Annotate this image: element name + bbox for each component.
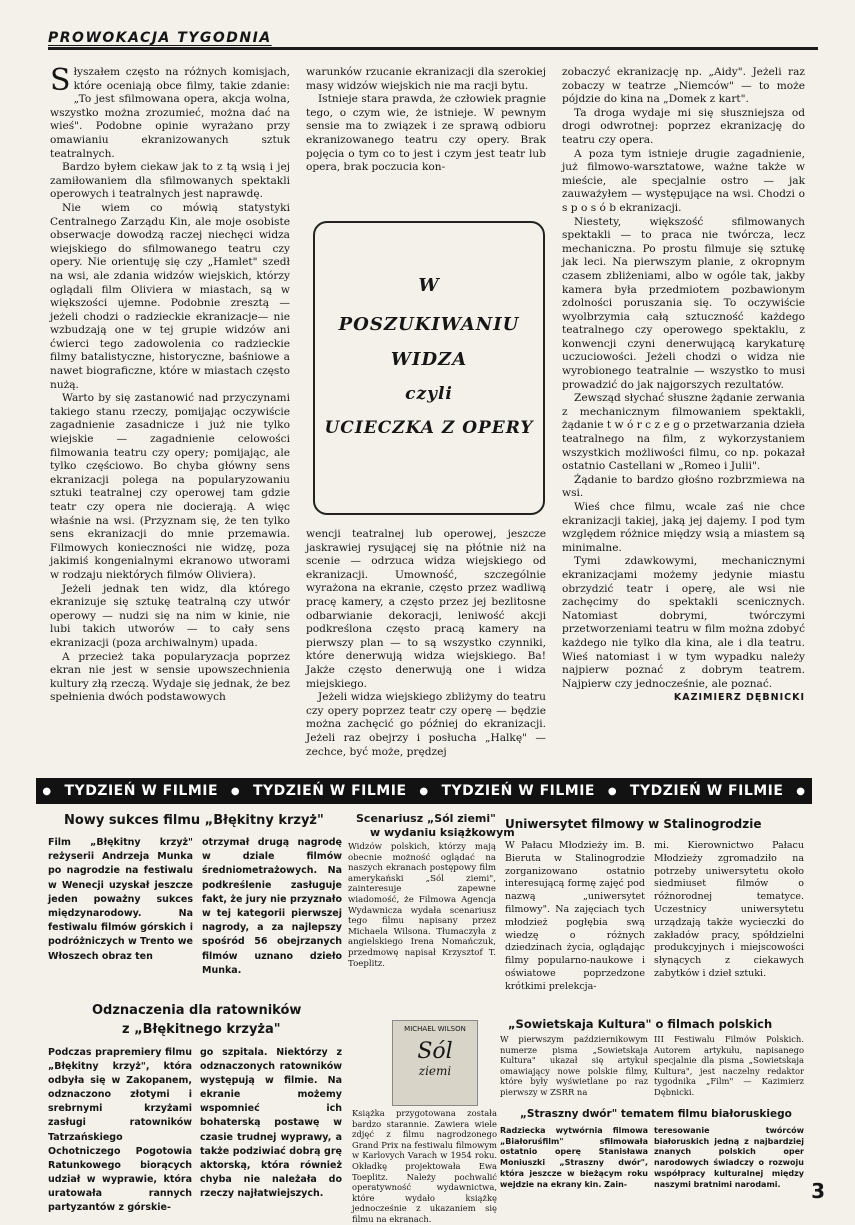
article-paragraph: Nie wiem co mówią statystyki Centralnego Zarządu Kin, ale moje osobiste obserwacje dowodzą raczej niechęci widza wiejskiego do sfilmowanego teatru czy opery. Nie orientuję się czy „Hamlet" szedł na wsi, ale zdania widzów wiejskich, którzy oglądali film Oliviera w miastach, są w większości ujemne. Podobnie zresztą — jeżeli chodzi o radzieckie ekranizacje— nie wzbudzają one w tej grupie widzów ani ćwierci tego zadowolenia co radzieckie filmy batalistyczne, historyczne, baśniowe a nawet biograficzne, które w miastach często nużą. bbox=[50, 201, 290, 391]
news-headline: Uniwersytet filmowy w Stalinogrodzie bbox=[505, 817, 762, 831]
news-text: teresowanie twórców białoruskich jedną z najbardziej znanych polskich oper narodowych świadczy o rozwoju współpracy kulturalnej między naszymi bratnimi narodami. bbox=[654, 1126, 804, 1189]
news-text: Radziecka wytwórnia filmowa „Białoruśfilm" sfilmowała ostatnio operę Stanisława Moniuszki „Straszny dwór", która jeszcze w bieżącym roku wejdzie na ekrany kin. Zain- bbox=[500, 1126, 648, 1189]
book-title: Sól bbox=[417, 1039, 453, 1064]
author-signature: KAZIMIERZ DĘBNICKI bbox=[673, 692, 805, 704]
news-headline: z „Błękitnego krzyża" bbox=[122, 1022, 281, 1037]
banner-label: TYDZIEŃ W FILMIE bbox=[252, 783, 407, 799]
article-paragraph: Niestety, większość sfilmowanych spektakli — to praca nie twórcza, lecz mechaniczna. Po prostu filmuje się sztukę jak leci. Na pierwszym planie, z okropnym czasem zbliżeniami, albo w ogóle tak, jakby kamera była przedmiotem pozbawionym zdolności poruszania się. To oczywiście wyolbrzymia całą sztuczność każdego teatralnego czy operowego spektaklu, z konwencji czyni denerwującą karykaturę uczuciowości. Jeżeli chodzi o widza nie wyrobionego teatralnie — wszystko to musi prowadzić do jak najgorszych rezultatów. bbox=[562, 215, 805, 391]
article-paragraph: A poza tym istnieje drugie zagadnienie, już filmowo-warsztatowe, ważne także w mieście, ale specjalnie ostro — jak zauważyłem — występujące na wsi. Chodzi o s p o s ó b ekranizacji. bbox=[562, 147, 805, 214]
feature-title-box bbox=[313, 221, 545, 515]
article-column-3 bbox=[562, 66, 805, 705]
article-paragraph: Słyszałem często na różnych komisjach, które oceniają obce filmy, takie zdanie: „To jest sfilmowana opera, akcja wolna, wszystko można zrozumieć, można dać na wieś". Podobne opinie wyrażano przy omawianiu ekranizowanych sztuk teatralnych. bbox=[50, 63, 290, 160]
banner-label: TYDZIEŃ W FILMIE bbox=[441, 783, 595, 799]
article-column-2-top bbox=[306, 66, 546, 175]
section-banner bbox=[36, 778, 812, 804]
news-headline: Odznaczenia dla ratowników bbox=[92, 1003, 302, 1018]
article-column-1 bbox=[50, 63, 290, 705]
banner-label: TYDZIEŃ W FILMIE bbox=[629, 783, 784, 799]
news-headline: Scenariusz „Sól ziemi" bbox=[356, 812, 496, 825]
article-paragraph: warunków rzucanie ekranizacji dla szerokiej masy widzów wiejskich nie ma racji bytu. bbox=[306, 66, 546, 92]
news-headline: „Straszny dwór" tematem filmu białoruskiego bbox=[520, 1108, 792, 1120]
news-text: W pierwszym październikowym numerze pisma „Sowietskaja Kultura" ukazał się artykuł omawiający nowe polskie filmy, które były wyświetlane po raz pierwszy w ZSRR na bbox=[500, 1034, 648, 1097]
book-author: MICHAEL WILSON bbox=[404, 1025, 466, 1033]
bullet-icon: ● bbox=[419, 785, 429, 797]
news-text: mi. Kierownictwo Pałacu Młodzieży zgromadziło na potrzeby uniwersytetu około siedmiuset filmów o różnorodnej tematyce. Uczestnicy uniwersytetu urządzają także wycieczki do zakładów pracy, spółdzielni produkcyjnych i miejscowości słynących z ciekawych zabytków i dzieł sztuki. bbox=[654, 840, 804, 979]
page-number: 3 bbox=[811, 1179, 825, 1203]
article-paragraph: Żądanie to bardzo głośno rozbrzmiewa na wsi. bbox=[562, 473, 805, 500]
section-header: PROWOKACJA TYGODNIA bbox=[48, 30, 272, 46]
book-caption: Książka przygotowana została bardzo starannie. Zawiera wiele zdjęć z filmu nagrodzonego Grand Prix na festiwalu filmowym w Karlovych Varach w 1954 roku. Okładkę projektowała Ewa Toeplitz. Należy pochwalić operatywność wydawnictwa, które wydało książkę jednocześnie z ukazaniem się filmu na ekranach. bbox=[352, 1108, 497, 1224]
book-title: ziemi bbox=[418, 1064, 452, 1078]
article-paragraph: wencji teatralnej lub operowej, jeszcze jaskrawiej rysującej się na płótnie niż na scenie — odrzuca widza wiejskiego od ekranizacji. Umowność, szczególnie wyrażona na ekranie, często przez wadliwą pracę kamery, a często przez jej bezlitosne odbarwianie dekoracji, leniwość akcji podkreślona często pracą kamery na pierwszy plan — to są wszystko czynniki, które denerwują widza wiejskiego. Ba! Jakże często denerwują one i widza miejskiego. bbox=[306, 528, 546, 690]
bullet-icon: ● bbox=[230, 785, 241, 797]
bullet-icon: ● bbox=[42, 785, 52, 797]
feature-line: WIDZA bbox=[390, 349, 468, 370]
news-headline: Nowy sukces filmu „Błękitny krzyż" bbox=[64, 813, 324, 828]
feature-line: UCIECZKA Z OPERY bbox=[324, 418, 534, 438]
feature-line: POSZUKIWANIU bbox=[338, 314, 520, 335]
article-column-2-bottom bbox=[306, 528, 546, 759]
bullet-icon: ● bbox=[607, 785, 618, 797]
bullet-icon: ● bbox=[796, 785, 806, 797]
news-text: Podczas prapremiery filmu „Błękitny krzyż", którа odbyła się w Zakopanem, odznaczono złotymi i srebrnymi krzyżami zasługi ratowników Tatrzańskiego Ochotniczego Pogotowia Ratunkowego biorących udział w wyprawie, która uratowała rannych partyzantów z górskie- bbox=[48, 1047, 192, 1214]
news-text: W Pałacu Młodzieży im. B. Bieruta w Stalinogrodzie zorganizowano ostatnio interesującą formę zajęć pod nazwą „uniwersytet filmowy". Na zajęciach tych młodzież pogłębia swą wiedzę o różnych dziedzinach życia, oglądając filmy popularno-naukowe i oświatowe poprzedzone krótkimi prelekcja- bbox=[505, 840, 645, 992]
article-paragraph: Zewsząd słychać słuszne żądanie zerwania z mechanicznym filmowaniem spektakli, żądanie t w ó r c z e g o przetwarzania dzieła teatralnego na film, z wykorzystaniem wszystkich możliwości filmu, co np. pokazał ostatnio Castellani w „Romeo i Julii". bbox=[562, 392, 805, 473]
feature-line: czyli bbox=[405, 384, 453, 404]
feature-line: W bbox=[418, 275, 440, 296]
article-paragraph: Warto by się zastanowić nad przyczynami takiego stanu rzeczy, pomijając oczywiście zagadnienie zasadnicze i już nie tylko wiejskie — zagadnienie celowości filmowania teatru czy opery; pomijając, ale tylko częściowo. Bo chyba główny sens ekranizacji polega na popularyzowaniu sztuki teatralnej czy operowej tam gdzie teatr czy opera nie docierają. A więc właśnie na wsi. (Przyznam się, że ten tylko sens ekranizacji do mnie przemawia. Filmowych konieczności nie widzę, poza jakimiś kongenialnymi ekranowo utworami w rodzaju niektórych filmów Oliviera). bbox=[50, 392, 290, 581]
news-headline: „Sowietskaja Kultura" o filmach polskich bbox=[508, 1017, 773, 1031]
news-text: Film „Błękitny krzyż" reżyserii Andrzeja Munka po nagrodzie na festiwalu w Wenecji uzyskał jeszcze jeden poważny sukces międzynarodowy. Na festiwalu filmów górskich i podróżniczych w Trento we Włoszech obraz ten bbox=[48, 837, 193, 962]
news-text: otrzymał drugą nagrodę w dziale filmów średniometrażowych. Na podkreślenie zasługuje fakt, że jury nie przyznało w tej kategorii pierwszej nagrody, a za najlepszy spośród 56 obejrzanych filmów uznano dzieło Munka. bbox=[202, 837, 342, 976]
news-text: go szpitala. Niektórzy z odznaczonych ratowników występują w filmie. Na ekranie możemy wspomnieć ich bohaterską postawę w czasie trudnej wyprawy, a także podziwiać dobrą grę aktorską, która również chyba nie należała do rzeczy najłatwiejszych. bbox=[200, 1047, 342, 1199]
article-paragraph: Jeżeli widza wiejskiego zbliżymy do teatru czy opery poprzez teatr czy operę — będzie można zachęcić go później do ekranizacji. Jeżeli raz obejrzy i posłucha „Halkę" — zechce, być może, prędzej bbox=[306, 691, 546, 758]
news-headline: w wydaniu książkowym bbox=[370, 826, 515, 839]
article-paragraph: A przecież taka popularyzacja poprzez ekran nie jest w sensie upowszechnienia kultury złą rzeczą. Wydaje się jednak, że bez spełnienia dwóch podstawowych bbox=[50, 650, 290, 704]
news-text: III Festiwalu Filmów Polskich. Autorem artykułu, napisanego specjalnie dla pisma „Sowietskaja Kultura", jest naczelny redaktor tygodnika „Film" — Kazimierz Dębnicki. bbox=[654, 1034, 804, 1097]
article-paragraph: Ta droga wydaje mi się słuszniejsza od drogi odwrotnej: poprzez ekranizację do teatru czy opera. bbox=[562, 106, 805, 146]
header-rule bbox=[48, 47, 818, 50]
article-paragraph: Jeżeli jednak ten widz, dla którego ekranizuje się sztukę teatralną czy utwór operowy — nudzi się na nim w kinie, nie lubi takich utworów — to cały sens ekranizacji (poza archiwalnym) upada. bbox=[50, 582, 290, 649]
news-text: Widzów polskich, którzy mają obecnie możność oglądać na naszych ekranach postępowy film amerykański „Sól ziemi", zainteresuje zapewne wiadomość, że Filmowa Agencja Wydawnicza wydała scenariusz tego filmu napisany przez Michaela Wilsona. Tłumaczyła z angielskiego Irena Nomańczuk, przedmowę napisał Krzysztof T. Toeplitz. bbox=[348, 842, 496, 969]
article-paragraph: zobaczyć ekranizację np. „Aidy". Jeżeli raz zobaczy w teatrze „Niemców" — to może pójdzie do kina na „Domek z kart". bbox=[562, 66, 805, 106]
article-paragraph: Wieś chce filmu, wcale zaś nie chce ekranizacji takiej, jaką jej dajemy. I pod tym względem różnice między wsią a miastem są minimalne. bbox=[562, 501, 805, 554]
book-cover-image bbox=[392, 1020, 478, 1106]
article-paragraph: Istnieje stara prawda, że człowiek pragnie tego, o czym wie, że istnieje. W pewnym sensie ma to związek i ze sprawą odbioru ekranizowanego teatru czy opery. Brak pojęcia o tym co to jest i czym jest teatr lub opera, brak poczucia kon- bbox=[306, 93, 546, 174]
article-paragraph: Bardzo byłem ciekaw jak to z tą wsią i jej zamiłowaniem dla sfilmowanych spektakli operowych i teatralnych jest naprawdę. bbox=[50, 161, 290, 201]
article-paragraph: Tymi zdawkowymi, mechanicznymi ekranizacjami możemy jedynie miastu obrzydzić teatr i operę, ale wsi nie zachęcimy do spektakli scenicznych. Natomiast dobrymi, twórczymi przetworzeniami teatru w film można zdobyć każdego nie tylko dla kina, ale i dla teatru. Wieś natomiast i w tym wypadku należy najpierw poznać z dobrym teatrem. Najpierw czy jednocześnie, ale poznać. bbox=[562, 555, 805, 690]
banner-label: TYDZIEŃ W FILMIE bbox=[64, 783, 219, 799]
